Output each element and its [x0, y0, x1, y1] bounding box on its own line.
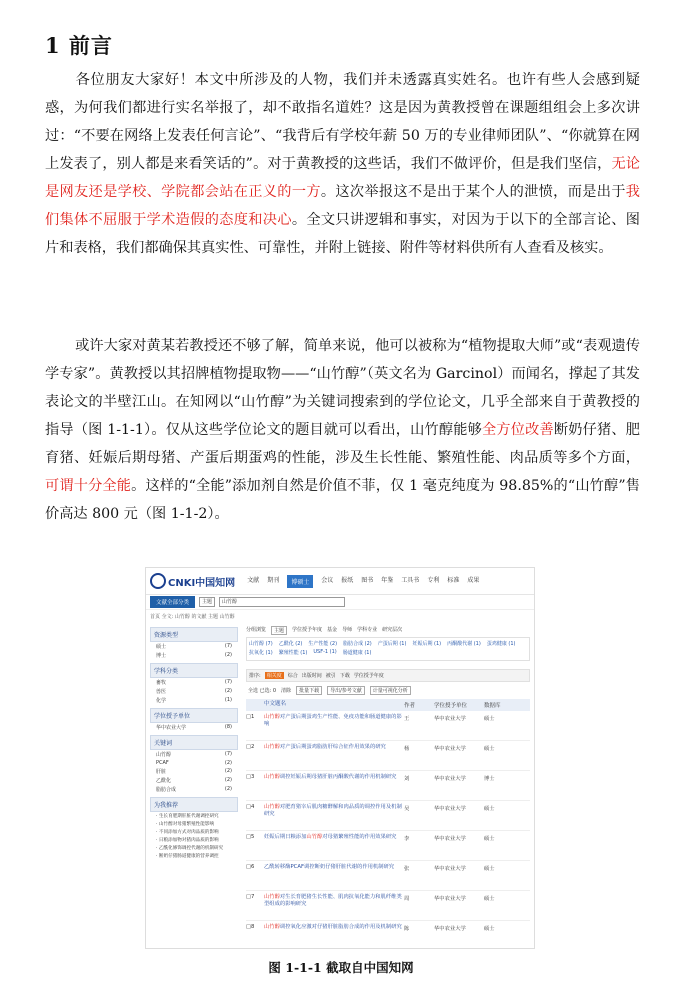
nav-item[interactable]: 文献 — [247, 576, 260, 584]
facet-item[interactable] — [150, 785, 238, 794]
recommend-title: 为我推荐 — [150, 797, 238, 812]
result-db: 硕士 — [484, 746, 495, 752]
column-header — [246, 701, 264, 709]
topic-chip[interactable]: 丙酮酸代谢 (1) — [447, 641, 481, 647]
result-author[interactable]: 吴 — [404, 806, 410, 812]
facet-title[interactable]: 学科分类 — [150, 663, 238, 678]
row-checkbox[interactable]: □7 — [246, 894, 255, 900]
facet-item[interactable] — [150, 651, 238, 660]
result-author[interactable]: 李 — [404, 836, 410, 842]
topic-chip[interactable]: USF-1 (1) — [313, 649, 337, 655]
cnki-logo-text: CNKI中国知网 — [168, 577, 236, 589]
facet-label: 华中农业大学 — [156, 725, 187, 731]
result-unit[interactable]: 华中农业大学 — [434, 866, 466, 872]
title-keyword: 山竹醇 — [264, 924, 280, 930]
result-db: 硕士 — [484, 926, 495, 932]
highlight-text: 无论是网友还是学校、学院都会站在正义的一方 — [45, 156, 640, 200]
facet-item[interactable] — [150, 723, 238, 732]
result-title[interactable] — [264, 804, 404, 818]
title-keyword: 山竹醇 — [264, 804, 280, 810]
topic-chip[interactable]: 脂肪合成 (2) — [343, 641, 372, 647]
topic-chip[interactable]: 产蛋后期 (1) — [377, 641, 407, 647]
facet-count: (2) — [224, 786, 232, 792]
result-author[interactable]: 张 — [404, 866, 410, 872]
select-action[interactable]: 清除 — [281, 688, 292, 694]
title-part: 对肥育猪宰后肌肉糖酵解和肉品质的调控作用及机制研究 — [264, 804, 402, 817]
result-db: 硕士 — [484, 836, 495, 842]
group-tabs — [246, 624, 530, 637]
topic-chip[interactable]: 肠道健康 (1) — [342, 650, 372, 656]
sort-option[interactable]: 综合 — [287, 673, 298, 679]
title-part: 对产蛋后期蛋鸡脂肪肝综合征作用效果的研究 — [279, 744, 386, 750]
search-input[interactable]: 山竹醇 — [219, 597, 345, 607]
result-title[interactable] — [264, 774, 404, 781]
category-button[interactable]: 文献全部分类 — [150, 596, 195, 608]
facet-label: PCAF — [156, 760, 169, 766]
facet-count: (7) — [224, 643, 232, 649]
nav-item[interactable]: 博硕士 — [287, 575, 313, 588]
facet-item[interactable] — [150, 687, 238, 696]
title-part: 妊娠后期日粮添加 — [264, 834, 307, 840]
result-db: 硕士 — [484, 866, 495, 872]
result-unit[interactable]: 华中农业大学 — [434, 836, 466, 842]
sort-option[interactable]: 被引 — [325, 673, 336, 679]
result-title[interactable] — [264, 714, 404, 728]
table-row — [246, 831, 530, 861]
results-table — [246, 711, 530, 949]
result-title[interactable] — [264, 924, 404, 931]
topic-chips — [246, 637, 530, 661]
paragraph-2-text — [45, 338, 640, 522]
cnki-topbar — [146, 568, 534, 595]
facet-label: 乙酰化 — [156, 778, 172, 784]
table-row — [246, 861, 530, 891]
paragraph-1 — [45, 66, 640, 262]
sort-option[interactable]: 下载 — [339, 673, 350, 679]
facet-label: 化学 — [156, 698, 167, 704]
highlight-text: 我们集体不屈服于学术造假的态度和决心 — [45, 184, 640, 228]
facet-count: (8) — [224, 724, 232, 730]
title-keyword: 山竹醇 — [264, 714, 280, 720]
facet-count: (2) — [224, 688, 232, 694]
title-part: 对母猪繁殖性能的作用效果研究 — [322, 834, 397, 840]
body-text: 。这次举报这不是出于某个人的泄愤，而是出于 — [320, 184, 626, 200]
cnki-search-row — [146, 595, 534, 610]
select-action[interactable]: 计量可视化分析 — [370, 686, 411, 695]
table-row — [246, 771, 530, 801]
row-checkbox[interactable]: □5 — [246, 834, 255, 840]
group-tab[interactable]: 基金 — [327, 627, 338, 633]
result-unit[interactable]: 华中农业大学 — [434, 896, 466, 902]
nav-item[interactable]: 期刊 — [267, 576, 280, 584]
recommend-item[interactable]: · 不同添加方式对肉品质的影响 — [156, 830, 219, 835]
facet-item[interactable] — [150, 678, 238, 687]
body-text: 。这样的“全能”添加剂自然是价值不菲，仅 1 毫克纯度为 98.85%的“山竹醇”售价高达 800 元（图 1-1-2）。 — [45, 478, 640, 522]
recommend-item[interactable]: · 乙酰化修饰调控代谢的机制研究 — [156, 846, 224, 851]
paragraph-2 — [45, 332, 640, 528]
facet-item[interactable] — [150, 642, 238, 651]
result-db: 硕士 — [484, 896, 495, 902]
body-text: 或许大家对黄某若教授还不够了解，简单来说，他可以被称为“植物提取大师”或“表观遗传学专家”。黄教授以其招牌植物提取物——“山竹醇”（英文名为 Garcinol）而闻名，撑起了其发表论文的半壁江山。在知网以“山竹醇”为关键词搜索到的学位论文，几乎全部来自于黄教授的指导（图 1-1-1）。仅从这些学位论文的题目就可以看出，山竹醇能够 — [45, 338, 640, 438]
select-action[interactable]: 导出/参考文献 — [327, 686, 365, 695]
title-keyword: 山竹醇 — [264, 894, 280, 900]
facet-count: (7) — [224, 751, 232, 757]
sort-option[interactable]: 出版时间 — [301, 673, 322, 679]
recommend-item[interactable]: · 山竹醇对母猪繁殖性能影响 — [156, 822, 215, 827]
row-checkbox[interactable]: □1 — [246, 714, 255, 720]
facet-item[interactable] — [150, 776, 238, 785]
facet-label: 硕士 — [156, 644, 167, 650]
nav-item[interactable]: 报纸 — [341, 576, 354, 584]
results-area — [246, 624, 530, 949]
facet-item[interactable] — [150, 696, 238, 705]
nav-item[interactable]: 专利 — [427, 576, 440, 584]
row-checkbox[interactable]: □3 — [246, 774, 255, 780]
title-part: 调控妊娠后期母猪肝脏丙酮酸代谢的作用机制研究 — [279, 774, 397, 780]
facet-count: (2) — [224, 768, 232, 774]
result-title[interactable] — [264, 744, 404, 751]
facet-label: 脂肪合成 — [156, 787, 177, 793]
facet-item[interactable] — [150, 750, 238, 759]
recommend-item[interactable]: · 生长育肥期肝脏代谢调控研究 — [156, 814, 219, 819]
sort-option: 排序: — [249, 673, 261, 679]
table-row — [246, 741, 530, 771]
highlight-text: 可谓十分全能 — [45, 478, 132, 494]
facet-title[interactable]: 学位授予单位 — [150, 708, 238, 723]
recommend-item[interactable]: · 日粮添加物对猪肉品质的影响 — [156, 838, 219, 843]
table-row — [246, 711, 530, 741]
table-row — [246, 921, 530, 949]
title-part: 对生长育肥猪生长性能、肌肉抗氧化能力和肌纤维类型组成的影响研究 — [264, 894, 402, 907]
section-heading: 1 前言 — [45, 33, 113, 58]
row-checkbox[interactable]: □4 — [246, 804, 255, 810]
sort-option[interactable]: 相关度 — [266, 673, 282, 679]
facet-sidebar — [150, 624, 238, 860]
row-checkbox[interactable]: □2 — [246, 744, 255, 750]
result-db: 硕士 — [484, 716, 495, 722]
facet-item[interactable] — [150, 759, 238, 767]
title-keyword: 山竹醇 — [306, 834, 323, 840]
topic-chip[interactable]: 抗氧化 (1) — [249, 650, 273, 656]
nav-item[interactable]: 工具书 — [401, 576, 420, 584]
facet-label: 博士 — [156, 653, 167, 659]
facet-count: (2) — [224, 652, 232, 658]
title-keyword: 山竹醇 — [264, 774, 280, 780]
title-part: 调控氧化应激对仔猪肝脏脂肪合成的作用及机制研究 — [279, 924, 402, 930]
cnki-logo — [150, 573, 235, 589]
recommend-item[interactable]: · 断奶仔猪肠道健康的营养调控 — [156, 854, 219, 859]
facet-title[interactable]: 关键词 — [150, 735, 238, 750]
result-title[interactable] — [264, 864, 404, 871]
facet-label: 山竹醇 — [156, 752, 172, 758]
result-author[interactable]: 杨 — [404, 746, 410, 752]
nav-item[interactable]: 会议 — [321, 576, 334, 584]
cnki-screenshot — [145, 567, 535, 949]
title-part: 对产蛋后期蛋鸡生产性能、免疫功能和肠道健康的影响 — [264, 714, 402, 727]
cnki-logo-icon — [150, 573, 166, 589]
search-field-select[interactable]: 主题 — [199, 597, 215, 607]
group-tab[interactable]: 学位授予年度 — [292, 627, 323, 633]
facet-item[interactable] — [150, 767, 238, 776]
highlight-text: 全方位改善 — [482, 422, 554, 438]
topic-chip[interactable]: 蛋鸡健康 (1) — [486, 641, 516, 647]
column-header: 中文题名 — [264, 701, 287, 707]
nav-item[interactable]: 年鉴 — [381, 576, 394, 584]
facet-count: (2) — [224, 777, 232, 783]
topic-chip[interactable]: 妊娠后期 (1) — [412, 641, 442, 647]
breadcrumb: 首页 全文: 山竹醇 的文献 主题 山竹醇 — [150, 614, 235, 620]
result-unit[interactable]: 华中农业大学 — [434, 926, 466, 932]
result-author[interactable]: 王 — [404, 716, 410, 722]
result-unit[interactable]: 华中农业大学 — [434, 746, 466, 752]
result-unit[interactable]: 华中农业大学 — [434, 776, 466, 782]
column-header: 学位授予单位 — [434, 703, 468, 709]
select-bar — [246, 684, 530, 697]
group-tab[interactable]: 导师 — [342, 627, 353, 633]
title-keyword: 山竹醇 — [264, 744, 280, 750]
result-author[interactable]: 周 — [404, 896, 410, 902]
nav-item[interactable]: 图书 — [361, 576, 374, 584]
result-title[interactable] — [264, 894, 404, 908]
title-part: 乙酰转移酶PCAF调控断奶仔猪肝脏代谢的作用机制研究 — [264, 864, 395, 870]
topic-chip[interactable]: 山竹醇 (7) — [249, 641, 273, 647]
facet-label: 肝脏 — [156, 769, 167, 775]
table-row — [246, 801, 530, 831]
result-unit[interactable]: 华中农业大学 — [434, 806, 466, 812]
body-text: 各位朋友大家好！本文中所涉及的人物，我们并未透露真实姓名。也许有些人会感到疑惑，为何我们都进行实名举报了，却不敢指名道姓？这是因为黄教授曾在课题组组会上多次讲过：“不要在网络上发表任何言论”、“我背后有学校年薪 50 万的专业律师团队”、“你就算在网上发表了，别人都是来看笑话的”。对于黄教授的这些话，我们不做评价，但是我们坚信， — [45, 72, 640, 172]
group-tab[interactable]: 学科专业 — [357, 627, 378, 633]
row-checkbox[interactable]: □8 — [246, 924, 255, 930]
nav-item[interactable]: 成果 — [467, 576, 480, 584]
body-text: 。全文只讲逻辑和事实，对因为于以下的全部言论、图片和表格，我们都确保其真实性、可靠性，并附上链接、附件等材料供所有人查看及核实。 — [45, 212, 640, 256]
cnki-nav — [243, 575, 483, 588]
result-db: 博士 — [484, 776, 495, 782]
facet-count: (1) — [224, 697, 232, 703]
figure-caption: 图 1-1-1 截取自中国知网 — [268, 960, 414, 975]
topic-chip[interactable]: 生产性能 (2) — [308, 641, 338, 647]
column-header: 作者 — [404, 703, 416, 709]
result-unit[interactable]: 华中农业大学 — [434, 716, 466, 722]
facet-title[interactable]: 资源类型 — [150, 627, 238, 642]
table-header — [246, 699, 530, 711]
facet-label: 畜牧 — [156, 680, 167, 686]
sort-bar — [246, 669, 530, 682]
facet-count: (7) — [224, 679, 232, 685]
group-tab[interactable]: 主题 — [271, 626, 287, 635]
result-db: 硕士 — [484, 806, 495, 812]
select-action[interactable]: 全选 已选: 0 — [248, 688, 277, 694]
group-tab[interactable]: 研究层次 — [382, 627, 403, 633]
result-author[interactable]: 刘 — [404, 776, 410, 782]
facet-count: (2) — [224, 760, 232, 766]
nav-item[interactable]: 标准 — [447, 576, 460, 584]
body-text: 断奶仔猪、肥育猪、妊娠后期母猪、产蛋后期蛋鸡的性能，涉及生长性能、繁殖性能、肉品质等多个方面， — [45, 422, 640, 466]
select-action[interactable]: 批量下载 — [296, 686, 322, 695]
topic-chip[interactable]: 繁殖性能 (1) — [278, 650, 308, 656]
topic-chip[interactable]: 乙酰化 (2) — [278, 641, 303, 647]
row-checkbox[interactable]: □6 — [246, 864, 255, 870]
result-author[interactable]: 陈 — [404, 926, 410, 932]
group-tab[interactable]: 分组浏览 — [246, 627, 267, 633]
sort-option[interactable]: 学位授予年度 — [353, 673, 384, 679]
result-title[interactable] — [264, 834, 404, 841]
table-row — [246, 891, 530, 921]
facet-label: 兽医 — [156, 689, 167, 695]
paragraph-1-text — [45, 72, 640, 256]
column-header: 数据库 — [484, 703, 501, 709]
